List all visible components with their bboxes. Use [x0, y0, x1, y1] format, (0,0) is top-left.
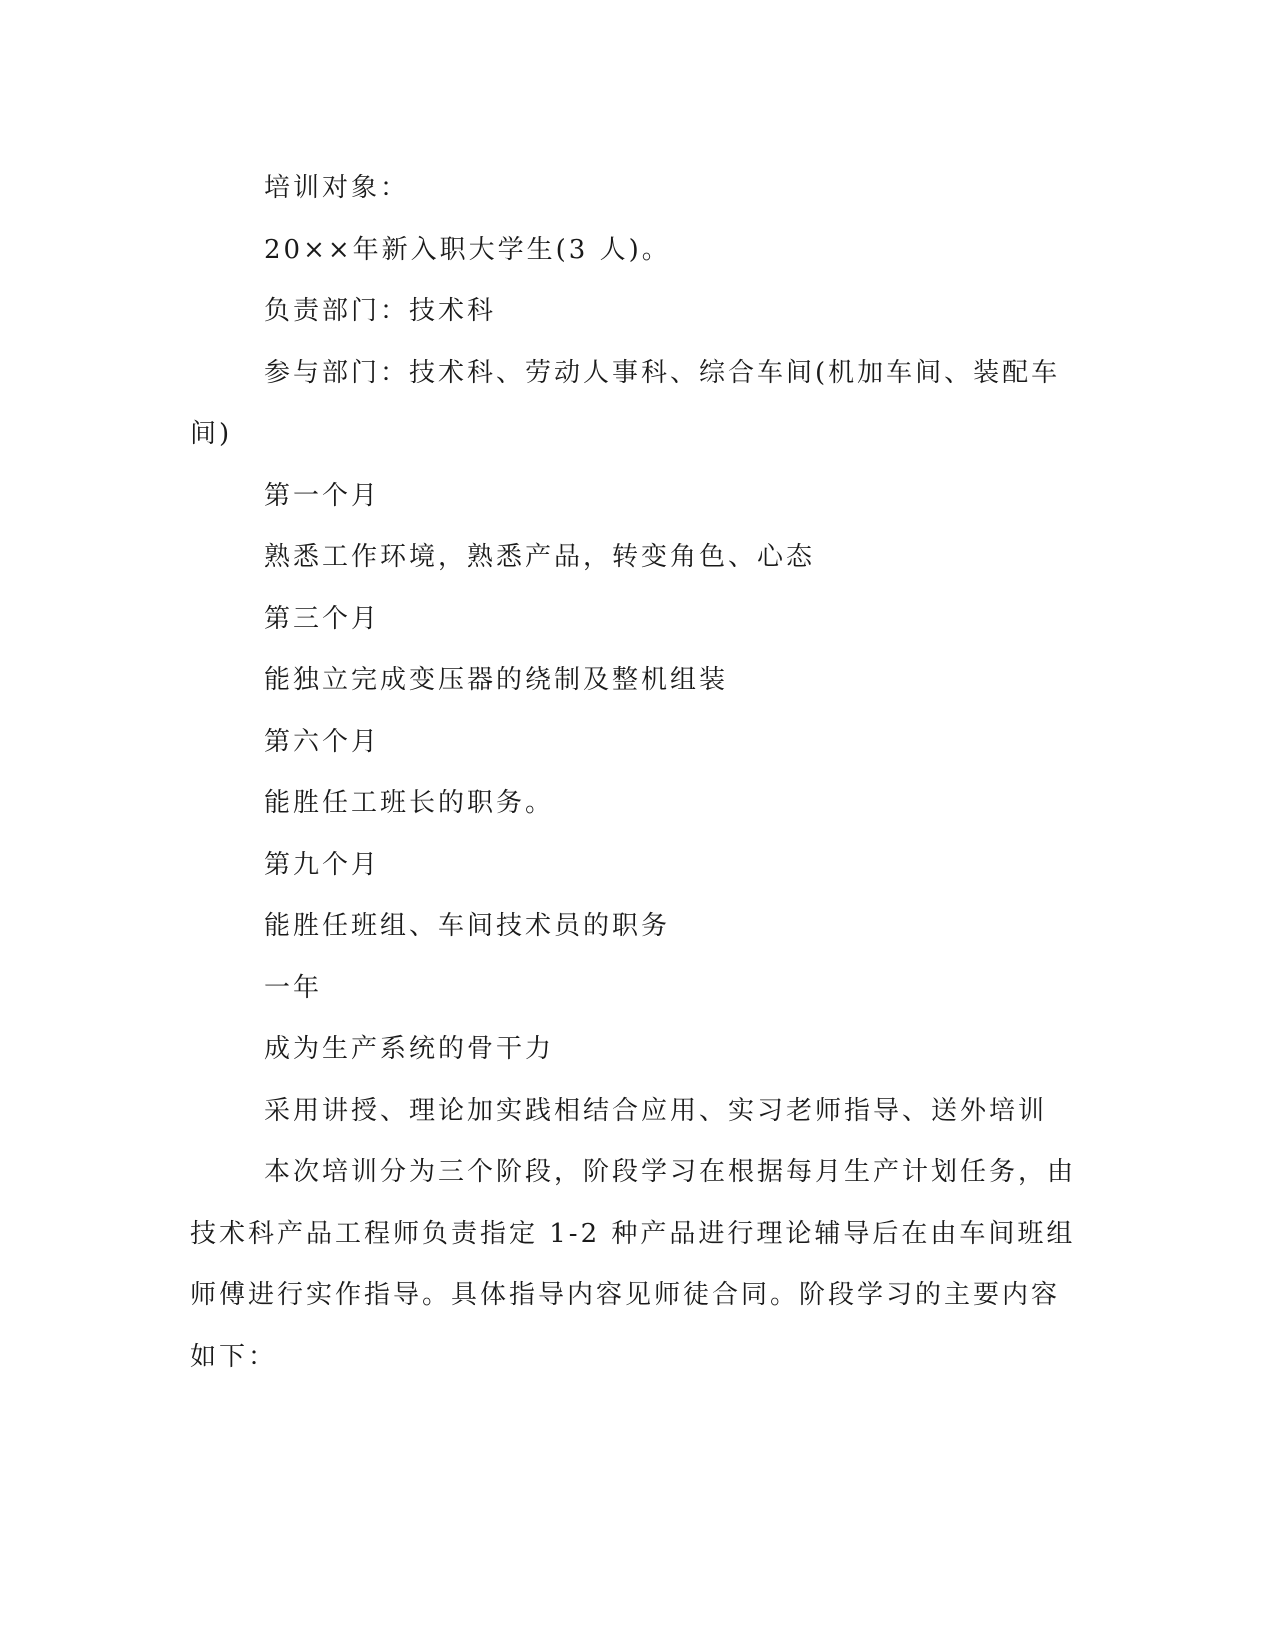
paragraph-participating-depts: 参与部门：技术科、劳动人事科、综合车间(机加车间、装配车间) — [190, 357, 1061, 449]
paragraph-training-stages: 本次培训分为三个阶段，阶段学习在根据每月生产计划任务，由技术科产品工程师负责指定 1-2 种产品进行理论辅导后在由车间班组师傅进行实作指导。具体指导内容见师徒合同。阶段学习的主要内容如下： — [190, 1157, 1077, 1372]
paragraph-training-target: 20××年新入职大学生(3 人)。 — [264, 234, 671, 265]
paragraph-training-methods: 采用讲授、理论加实践相结合应用、实习老师指导、送外培训 — [264, 1095, 1048, 1126]
paragraph-month-6-goal: 能胜任工班长的职务。 — [264, 788, 555, 818]
paragraph-month-1-goal: 熟悉工作环境，熟悉产品，转变角色、心态 — [264, 542, 816, 572]
paragraph-training-target-label: 培训对象： — [264, 173, 410, 203]
paragraph-month-6-heading: 第六个月 — [264, 726, 381, 757]
paragraph-year-1-heading: 一年 — [264, 972, 323, 1003]
paragraph-month-3-heading: 第三个月 — [264, 603, 381, 634]
paragraph-month-9-heading: 第九个月 — [264, 849, 381, 880]
paragraph-month-1-heading: 第一个月 — [264, 480, 381, 511]
paragraph-month-3-goal: 能独立完成变压器的绕制及整机组装 — [264, 665, 729, 695]
document-body — [190, 158, 1085, 1388]
paragraph-month-9-goal: 能胜任班组、车间技术员的职务 — [264, 911, 671, 941]
paragraph-responsible-dept: 负责部门：技术科 — [264, 296, 497, 326]
paragraph-year-1-goal: 成为生产系统的骨干力 — [264, 1034, 555, 1064]
